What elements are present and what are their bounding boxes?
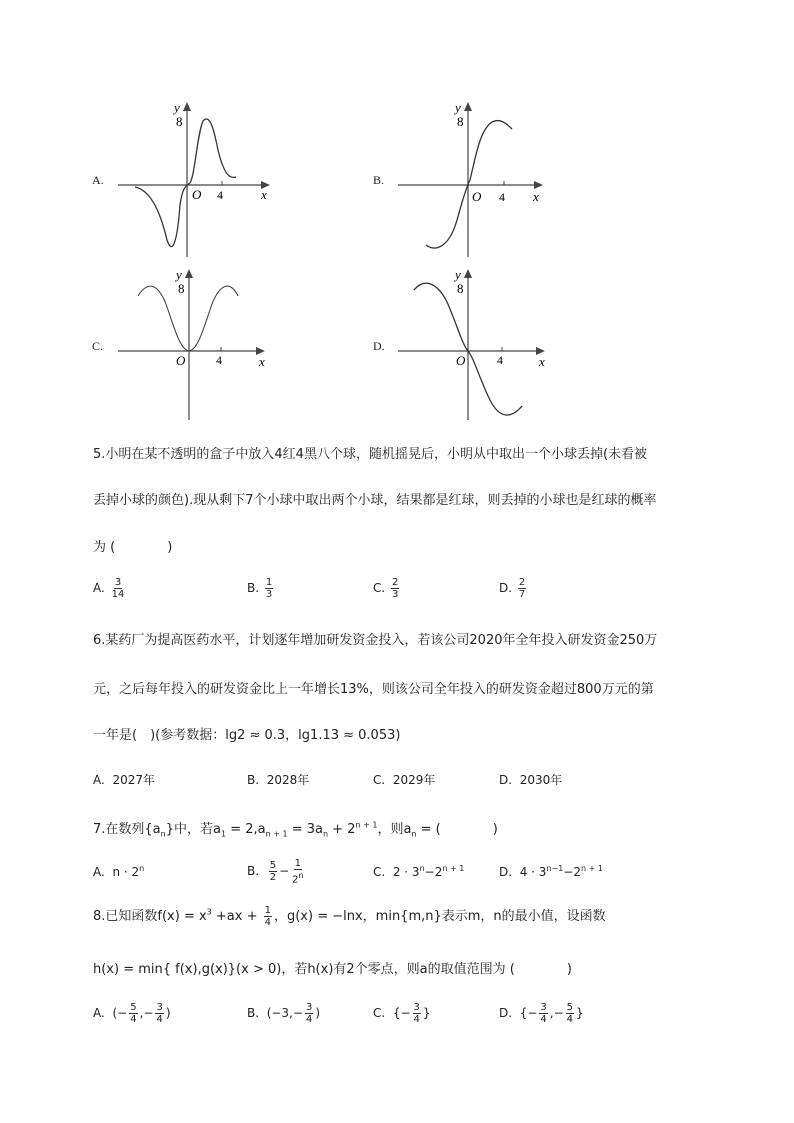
fraction [391, 577, 399, 600]
option-label: D. [499, 865, 513, 879]
q8-option-c [373, 1002, 431, 1025]
fraction [129, 1002, 137, 1025]
y-axis-arrow [183, 102, 191, 111]
fraction [518, 577, 526, 600]
x-label: x [533, 189, 539, 204]
option-label: C. [373, 581, 386, 595]
denominator: 3 [265, 589, 273, 600]
numerator: 3 [305, 1002, 313, 1013]
curve [138, 286, 238, 351]
option-label: C. [373, 773, 386, 787]
option-text: 2030年 [519, 773, 563, 787]
option-label: D. [499, 581, 513, 595]
q7-text: = 3a [287, 822, 323, 837]
numerator: 5 [566, 1002, 574, 1013]
option-label: A. [93, 865, 105, 879]
subscript: 1 [220, 829, 227, 839]
denominator: 3 [392, 589, 399, 600]
option-label: B. [247, 864, 260, 879]
origin-label: O [192, 187, 202, 202]
q8-text: +ax + [211, 909, 262, 924]
graph-a-plot [110, 95, 280, 260]
option-text: −2 [563, 865, 581, 879]
y-tick-label: 8 [178, 281, 185, 296]
x-label: x [261, 187, 267, 202]
numerator: 1 [265, 577, 273, 588]
option-text: ,− [549, 1006, 564, 1020]
y-tick-label: 8 [457, 114, 464, 129]
subscript: n [322, 829, 329, 839]
option-text: (− [112, 1006, 128, 1020]
y-axis-arrow [185, 269, 193, 278]
x-tick-label: 4 [217, 188, 223, 202]
option-text: −2 [424, 865, 443, 879]
superscript: 3 [206, 907, 212, 917]
q5-line-1: 5.小明在某不透明的盒子中放入4红4黑八个球，随机摇晃后，小明从中取出一个小球丢掉(未看被 [93, 447, 648, 462]
graph-d-plot [392, 262, 562, 422]
option-text: 2027年 [112, 773, 155, 787]
q7-text: }中，若a [165, 822, 221, 837]
option-label: D. [499, 1006, 513, 1020]
fraction [269, 860, 277, 883]
numerator: 2 [518, 577, 526, 588]
q8-option-d [499, 1002, 584, 1025]
q7-text: = 2,a [226, 822, 266, 837]
minus-sign: − [279, 864, 290, 879]
q8-line-1 [93, 905, 606, 928]
option-label: A. [93, 773, 105, 787]
option-text: 2028年 [266, 773, 310, 787]
option-text: 2 · 3 [392, 865, 420, 879]
q7-text: ，则a [377, 822, 412, 837]
option-text: (−3,− [266, 1006, 303, 1020]
option-label: B. [247, 773, 260, 787]
superscript: n [139, 864, 145, 873]
fraction [111, 577, 126, 600]
q6-line-3: 一年是( )(参考数据：lg2 ≈ 0.3，lg1.13 ≈ 0.053) [93, 728, 401, 743]
numerator: 3 [156, 1002, 163, 1013]
q5-option-d [499, 577, 528, 600]
superscript: n [298, 871, 304, 880]
numerator: 2 [392, 577, 399, 588]
q6-line-1: 6.某药厂为提高医药水平，计划逐年增加研发资金投入，若该公司2020年全年投入研发资金250万 [93, 633, 658, 648]
q8-text: 8.已知函数f(x) = x [93, 909, 207, 924]
curve [135, 119, 236, 247]
option-text: {− [519, 1006, 538, 1020]
x-tick-label: 4 [497, 353, 503, 367]
denominator: 4 [540, 1014, 547, 1025]
origin-label: O [176, 353, 186, 368]
option-text: } [576, 1006, 584, 1020]
q7-text: 7.在数列{a [93, 822, 161, 837]
superscript: n−1 [546, 864, 564, 873]
fraction [305, 1002, 313, 1025]
option-label: B. [247, 581, 260, 595]
denominator: 4 [264, 917, 271, 928]
q6-option-c [373, 771, 435, 788]
fraction [413, 1002, 421, 1025]
option-label: A. [93, 581, 105, 595]
denominator: 4 [305, 1014, 313, 1025]
superscript: n + 1 [581, 864, 603, 873]
q7-text: = ( ) [416, 822, 498, 837]
q7-option-c [373, 864, 464, 879]
q5-option-b [247, 577, 275, 600]
numerator: 3 [114, 577, 122, 588]
graph-d-label: D. [373, 339, 385, 353]
curve [426, 121, 512, 248]
fraction [155, 1002, 163, 1025]
option-text: ) [315, 1006, 320, 1020]
fraction [566, 1002, 574, 1025]
numerator: 1 [264, 905, 271, 916]
q7-option-b [247, 858, 307, 885]
superscript: n + 1 [442, 864, 465, 873]
q7-option-d [499, 864, 603, 879]
subscript: n [411, 829, 417, 839]
y-label: y [455, 267, 461, 282]
option-label: D. [499, 773, 513, 787]
superscript: n [419, 864, 425, 873]
option-label: C. [373, 865, 386, 879]
y-tick-label: 8 [176, 114, 183, 129]
q5-option-a [93, 577, 127, 600]
option-label: B. [247, 1006, 260, 1020]
y-label: y [174, 100, 180, 115]
q7-line-1 [93, 818, 498, 839]
q5-line-3: 为 ( ) [93, 540, 173, 555]
x-axis-arrow [534, 181, 543, 189]
option-text: } [422, 1006, 431, 1020]
fraction [265, 577, 273, 600]
q6-option-b [247, 771, 309, 788]
origin-label: O [456, 353, 466, 368]
numerator: 3 [540, 1002, 547, 1013]
numerator: 5 [269, 860, 277, 872]
q8-option-b [247, 1002, 320, 1025]
y-axis-arrow [464, 269, 472, 278]
graph-a-label: A. [92, 173, 104, 187]
graph-c-plot [110, 262, 280, 422]
fraction [539, 1002, 547, 1025]
x-tick-label: 4 [499, 190, 505, 204]
graph-b-label: B. [373, 173, 385, 187]
option-text: n · 2 [112, 865, 140, 879]
superscript: n + 1 [355, 820, 378, 830]
q5-line-2: 丢掉小球的颜色).现从剩下7个小球中取出两个小球，结果都是红球，则丢掉的小球也是红球的概率 [93, 493, 657, 508]
denominator: 2 [269, 872, 277, 884]
q7-text: + 2 [328, 822, 356, 837]
x-label: x [259, 354, 265, 369]
denominator-base: 2 [292, 874, 299, 886]
denominator: 4 [413, 1014, 420, 1025]
subscript: n [160, 829, 166, 839]
q8-option-a [93, 1002, 171, 1025]
option-label: A. [93, 1006, 105, 1020]
denominator [291, 870, 304, 885]
denominator: 7 [518, 589, 526, 600]
q6-option-d [499, 771, 562, 788]
q6-option-a [93, 771, 155, 788]
q6-line-2: 元，之后每年投入的研发资金比上一年增长13%，则该公司全年投入的研发资金超过800万元的第 [93, 682, 654, 697]
x-tick-label: 4 [216, 353, 222, 367]
fraction [291, 858, 304, 885]
x-label: x [539, 354, 545, 369]
q7-option-a [93, 864, 144, 879]
numerator: 5 [130, 1002, 137, 1013]
fraction [264, 905, 272, 928]
option-text: 4 · 3 [519, 865, 547, 879]
y-label: y [455, 100, 461, 115]
option-text: 2029年 [392, 773, 436, 787]
option-label: C. [373, 1006, 386, 1020]
graph-b-plot [392, 95, 562, 260]
denominator: 4 [566, 1014, 574, 1025]
option-text: ,− [139, 1006, 154, 1020]
denominator: 4 [156, 1014, 163, 1025]
option-text: ) [165, 1006, 171, 1020]
y-tick-label: 8 [457, 281, 464, 296]
q5-option-c [373, 577, 401, 600]
subscript: n + 1 [265, 829, 288, 839]
q8-line-2: h(x) = min{ f(x),g(x)}(x > 0)，若h(x)有2个零点，则a的取值范围为 ( ) [93, 962, 572, 977]
option-text: {− [392, 1006, 411, 1020]
origin-label: O [472, 189, 482, 204]
denominator: 4 [130, 1014, 137, 1025]
q8-text: ，g(x) = −lnx，min{m,n}表示m，n的最小值，设函数 [273, 909, 606, 924]
numerator: 3 [413, 1002, 420, 1013]
denominator: 14 [111, 589, 125, 600]
graph-c-label: C. [92, 339, 104, 353]
y-label: y [176, 267, 182, 282]
numerator: 1 [294, 858, 302, 869]
y-axis-arrow [464, 102, 472, 111]
